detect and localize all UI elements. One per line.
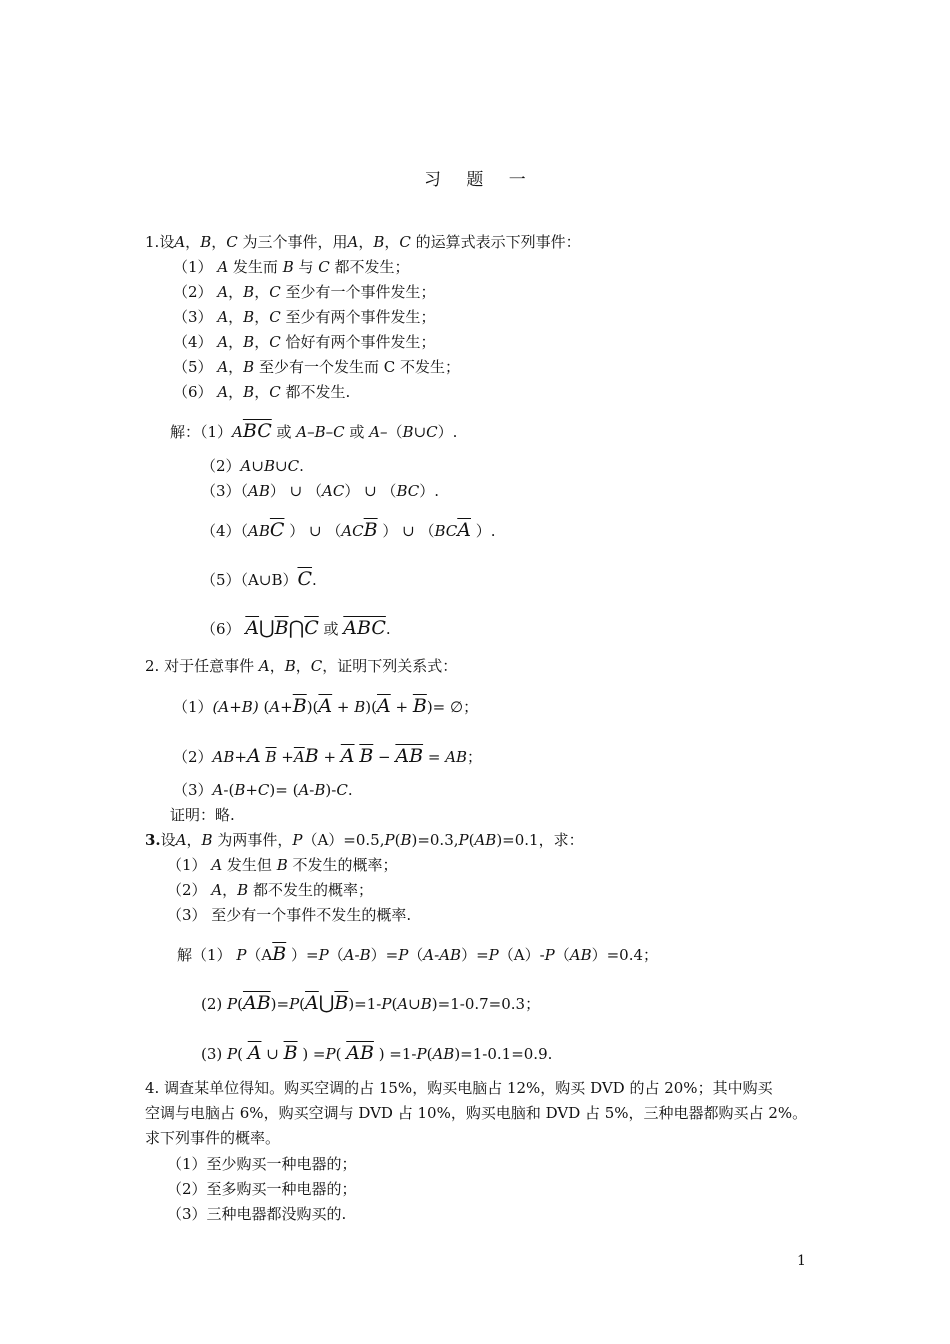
text: +: [332, 698, 355, 716]
problem-3-item-1: [167, 855, 398, 875]
text: ，: [269, 657, 285, 675]
var-A: A: [397, 995, 409, 1013]
text: (3): [201, 1045, 228, 1063]
var-C: C: [269, 383, 281, 401]
text: 发生而: [228, 258, 283, 276]
text: ，: [254, 383, 270, 401]
text: 的运算式表示下列事件：: [410, 233, 581, 251]
text: ，: [185, 233, 201, 251]
page-number: 1: [797, 1253, 806, 1269]
text: ，: [254, 333, 270, 351]
item-label: （1）: [167, 856, 212, 874]
problem-number: 1.: [145, 233, 160, 251]
text: +: [390, 698, 413, 716]
text: （: [408, 946, 424, 964]
var-B: B: [263, 457, 275, 475]
text: ，证明下列关系式：: [322, 657, 458, 675]
var-B: B: [243, 383, 255, 401]
text: )=0.1，求：: [496, 831, 584, 849]
complement-A: $\overline{A}$: [318, 695, 333, 717]
var-B: B: [282, 258, 294, 276]
var-A: A: [258, 657, 270, 675]
var-P: P: [318, 946, 329, 964]
item-label: （4）: [173, 333, 218, 351]
problem-1-item-3: [173, 307, 435, 327]
text: (: [258, 698, 270, 716]
complement-B: $\overline{B}$: [265, 748, 277, 766]
item-label: （3）: [173, 308, 218, 326]
text: （A: [246, 946, 273, 964]
problem-3-solution-3: [201, 1043, 552, 1064]
item-label: （5）: [173, 358, 218, 376]
complement-C: $\overline{C}$: [304, 617, 319, 639]
var-A: A: [217, 308, 229, 326]
text: (: [299, 995, 306, 1013]
problem-1-item-5: [173, 357, 460, 377]
text: 解（1）: [177, 946, 237, 964]
var-B: B: [400, 831, 412, 849]
text: 解：（1）: [170, 423, 233, 441]
problem-1-item-6: [173, 382, 350, 402]
text: （2）: [201, 457, 241, 475]
var-A: A: [175, 831, 187, 849]
complement-ABC: $\overline{ABC}$: [343, 617, 386, 639]
var-P: P: [227, 1045, 238, 1063]
text: )=1-0.1=0.9.: [454, 1045, 553, 1063]
text: )= ∅；: [426, 698, 479, 716]
var-B: B: [373, 233, 385, 251]
var-C: C: [336, 781, 348, 799]
problem-1-solution-4: [201, 520, 496, 541]
var-B: B: [243, 283, 255, 301]
text: 或: [318, 620, 344, 638]
expression: A–: [369, 423, 388, 441]
var-C: C: [226, 233, 238, 251]
text: )(: [365, 698, 378, 716]
var-P: P: [398, 946, 409, 964]
text: （4）（: [201, 522, 249, 540]
var-A: A: [174, 233, 186, 251]
var-A: A: [269, 698, 281, 716]
var-A: A: [232, 423, 243, 441]
problem-2-item-1: [173, 696, 478, 717]
text: ）=: [370, 946, 399, 964]
var-A: A: [347, 233, 359, 251]
text: +: [280, 698, 293, 716]
text: (: [426, 1045, 433, 1063]
text: ，: [358, 233, 374, 251]
problem-1-solution-2: [201, 456, 304, 476]
complement-B: $\overline{B}$: [363, 519, 378, 541]
var-C: C: [426, 423, 438, 441]
text: ） ∪ （: [284, 522, 342, 540]
var-B: B: [402, 423, 414, 441]
var-B: B: [304, 745, 319, 767]
problem-4-line-2: 空调与电脑占 6%，购买空调与 DVD 占 10%，购买电脑和 DVD 占 5%，三种电器都购买占 2%。: [145, 1104, 808, 1122]
var-P: P: [384, 831, 395, 849]
item-label: （1）: [173, 258, 218, 276]
text: ） ∪ （: [344, 482, 397, 500]
var-B: B: [284, 657, 296, 675]
text: (: [394, 831, 401, 849]
expression: AB: [432, 1045, 455, 1063]
complement-B: $\overline{B}$: [412, 695, 427, 717]
problem-4-item-3: （3）三种电器都没购买的.: [167, 1205, 347, 1223]
text: 设: [159, 233, 175, 251]
expression: AB: [248, 522, 270, 540]
var-B: B: [243, 308, 255, 326]
var-A: A: [240, 457, 252, 475]
text: ）=0.4；: [591, 946, 659, 964]
item-label: （2）: [167, 881, 212, 899]
complement-AB: $\overline{AB}$: [242, 992, 271, 1014]
text: -(: [223, 781, 235, 799]
problem-1-solution-5: [201, 569, 317, 590]
problem-2-item-2: [173, 746, 482, 767]
complement-BC: $\overline{BC}$: [242, 420, 272, 442]
text: ，: [186, 831, 202, 849]
problem-2-item-3: [173, 780, 353, 800]
item-label: （2）: [173, 748, 213, 766]
var-B: B: [201, 831, 213, 849]
complement-B: $\overline{B}$: [283, 1042, 298, 1064]
item-label: （6）: [173, 383, 218, 401]
text: (: [468, 831, 475, 849]
text: )-: [325, 781, 337, 799]
text: ）=: [286, 946, 319, 964]
text: ，: [228, 383, 244, 401]
problem-3-solution-2: [201, 993, 540, 1014]
var-P: P: [289, 995, 300, 1013]
text: ，: [384, 233, 400, 251]
complement-B: $\overline{B}$: [272, 943, 287, 965]
text: ，: [228, 308, 244, 326]
problem-1-solution-3: [201, 481, 439, 501]
expression: AC: [341, 522, 364, 540]
var-P: P: [292, 831, 303, 849]
complement-B: $\overline{B}$: [274, 617, 289, 639]
var-A: A: [217, 358, 229, 376]
var-C: C: [318, 258, 330, 276]
page-title: 习 题 一: [424, 170, 536, 190]
text: )=0.3,: [411, 831, 459, 849]
text: （A）-: [498, 946, 545, 964]
var-P: P: [458, 831, 469, 849]
union-symbol: ⋃: [259, 617, 275, 639]
text: 为两事件，: [212, 831, 293, 849]
expression: BC: [434, 522, 458, 540]
problem-3-solution-1: [177, 944, 658, 965]
text: 都不发生；: [329, 258, 410, 276]
complement-C: $\overline{C}$: [297, 568, 313, 590]
text: ） ∪ （: [269, 482, 323, 500]
text: ；: [467, 748, 483, 766]
text: （5）（A∪B）: [201, 571, 298, 589]
text: （: [387, 423, 403, 441]
var-A: A: [217, 283, 229, 301]
var-B: B: [243, 358, 255, 376]
text: (2): [201, 995, 228, 1013]
text: 至少有一个事件发生；: [280, 283, 436, 301]
problem-4-item-2: （2）至多购买一种电器的；: [167, 1180, 357, 1198]
var-P: P: [488, 946, 499, 964]
problem-2-proof: 证明：略.: [170, 806, 235, 824]
text: (: [391, 995, 398, 1013]
complement-C: $\overline{C}$: [269, 519, 285, 541]
text: （: [554, 946, 570, 964]
var-P: P: [544, 946, 555, 964]
text: ，: [228, 333, 244, 351]
var-B: B: [314, 781, 326, 799]
var-C: C: [269, 283, 281, 301]
item-label: （1）: [173, 698, 213, 716]
expression: A-AB: [423, 946, 462, 964]
var-B: B: [237, 881, 249, 899]
text: ) =1-: [373, 1045, 417, 1063]
text: 设: [160, 831, 176, 849]
text: ，: [228, 358, 244, 376]
expression: AB: [569, 946, 592, 964]
problem-1-solution-1: [170, 421, 457, 442]
var-C: C: [269, 333, 281, 351]
var-P: P: [325, 1045, 336, 1063]
complement-B: $\overline{B}$: [292, 695, 307, 717]
var-C: C: [310, 657, 323, 675]
text: (: [237, 995, 243, 1013]
problem-1-stem: [145, 232, 581, 252]
complement-A: $\overline{A}$: [305, 992, 319, 1014]
union-symbol: ∪: [408, 995, 421, 1013]
text: +: [234, 748, 247, 766]
problem-4-item-1: （1）至少购买一种电器的；: [167, 1155, 357, 1173]
text: 2. 对于任意事件: [145, 657, 259, 675]
item-label: （3） 至少有一个事件不发生的概率.: [167, 906, 412, 924]
text: )(: [306, 698, 319, 716]
union-symbol: ∪: [413, 423, 427, 441]
text: .: [347, 781, 353, 799]
var-P: P: [381, 995, 392, 1013]
var-C: C: [257, 781, 270, 799]
complement-A: $\overline{A}$: [340, 745, 355, 767]
problem-2-stem: [145, 656, 457, 676]
item-label: （2）: [173, 283, 218, 301]
text: 至少有两个事件发生；: [280, 308, 436, 326]
expression: (A+B): [212, 698, 259, 716]
text: ）.: [419, 482, 439, 500]
text: +: [276, 748, 294, 766]
expression: AB: [474, 831, 497, 849]
text: −: [373, 748, 396, 766]
expression: A-B: [343, 946, 371, 964]
expression: AB: [212, 748, 235, 766]
text: 都不发生.: [280, 383, 351, 401]
text: (: [237, 1045, 248, 1063]
text: (: [335, 1045, 347, 1063]
text: )=1-0.7=0.3；: [431, 995, 541, 1013]
text: ，: [228, 283, 244, 301]
expression: BC: [396, 482, 420, 500]
text: （A）=0.5,: [302, 831, 385, 849]
text: 发生但: [222, 856, 277, 874]
var-A: A: [298, 781, 310, 799]
text: -: [309, 781, 315, 799]
complement-A: $\overline{A}$: [293, 748, 305, 766]
var-A: A: [211, 856, 223, 874]
text: )= (: [269, 781, 299, 799]
var-B: B: [200, 233, 212, 251]
problem-4-line-1: 4. 调查某单位得知。购买空调的占 15%，购买电脑占 12%，购买 DVD 的占 20%；其中购买: [145, 1079, 773, 1097]
text: 或: [344, 423, 370, 441]
var-B: B: [420, 995, 432, 1013]
expression: AB: [445, 748, 468, 766]
expression: AC: [322, 482, 345, 500]
problem-3-stem: [145, 830, 584, 850]
union-symbol: ∪: [251, 457, 264, 475]
text: ） ∪ （: [377, 522, 435, 540]
complement-A: $\overline{A}$: [247, 1042, 262, 1064]
text: +: [245, 781, 258, 799]
var-A: A: [211, 881, 223, 899]
var-C: C: [399, 233, 411, 251]
expression: A–B–C: [296, 423, 345, 441]
var-C: C: [287, 457, 300, 475]
text: +: [318, 748, 341, 766]
text: ，: [211, 233, 227, 251]
text: （: [328, 946, 344, 964]
text: 至少有一个发生而 C 不发生；: [254, 358, 460, 376]
text: ）=: [461, 946, 489, 964]
complement-AB: $\overline{AB}$: [395, 745, 424, 767]
text: .: [299, 457, 304, 475]
problem-1-item-1: [173, 257, 410, 277]
union-symbol: ∪: [261, 1045, 284, 1063]
text: 为三个事件，用: [237, 233, 348, 251]
var-A: A: [217, 258, 229, 276]
text: .: [312, 571, 317, 589]
complement-B: $\overline{B}$: [334, 992, 349, 1014]
var-P: P: [416, 1045, 427, 1063]
problem-1-item-4: [173, 332, 435, 352]
text: 或: [271, 423, 297, 441]
text: .: [385, 620, 391, 638]
complement-A: $\overline{A}$: [245, 617, 260, 639]
union-symbol: ∪: [275, 457, 288, 475]
problem-3-item-3: [167, 905, 411, 925]
var-A: A: [217, 383, 229, 401]
text: 不发生的概率；: [287, 856, 398, 874]
var-B: B: [243, 333, 255, 351]
text: ，: [254, 308, 270, 326]
var-B: B: [234, 781, 246, 799]
problem-1-item-2: [173, 282, 435, 302]
problem-4-line-3: 求下列事件的概率。: [145, 1129, 281, 1147]
text: 都不发生的概率；: [248, 881, 373, 899]
complement-B: $\overline{B}$: [359, 745, 374, 767]
problem-number: 3.: [145, 831, 161, 849]
text: ，: [295, 657, 311, 675]
var-P: P: [227, 995, 238, 1013]
text: ) =: [297, 1045, 326, 1063]
text: =: [423, 748, 446, 766]
union-symbol: ⋃: [318, 992, 335, 1014]
complement-A: $\overline{A}$: [457, 519, 471, 541]
var-A: A: [246, 745, 261, 767]
var-B: B: [354, 698, 366, 716]
var-A: A: [217, 333, 229, 351]
text: ）.: [437, 423, 458, 441]
var-B: B: [276, 856, 288, 874]
problem-3-item-2: [167, 880, 373, 900]
intersection-symbol: ⋂: [288, 617, 305, 639]
text: ，: [254, 283, 270, 301]
complement-A: $\overline{A}$: [377, 695, 391, 717]
expression: AB: [248, 482, 270, 500]
text: )=1-: [348, 995, 382, 1013]
complement-AB: $\overline{AB}$: [346, 1042, 374, 1064]
var-C: C: [269, 308, 281, 326]
text: ）.: [471, 522, 496, 540]
text: 恰好有两个事件发生；: [280, 333, 436, 351]
text: ，: [222, 881, 238, 899]
item-label: （3）: [173, 781, 213, 799]
text: （6）: [201, 620, 246, 638]
var-P: P: [236, 946, 247, 964]
text: )=: [270, 995, 290, 1013]
problem-1-solution-6: [201, 618, 391, 639]
text: 与: [293, 258, 319, 276]
var-A: A: [212, 781, 224, 799]
text: （3）（: [201, 482, 249, 500]
